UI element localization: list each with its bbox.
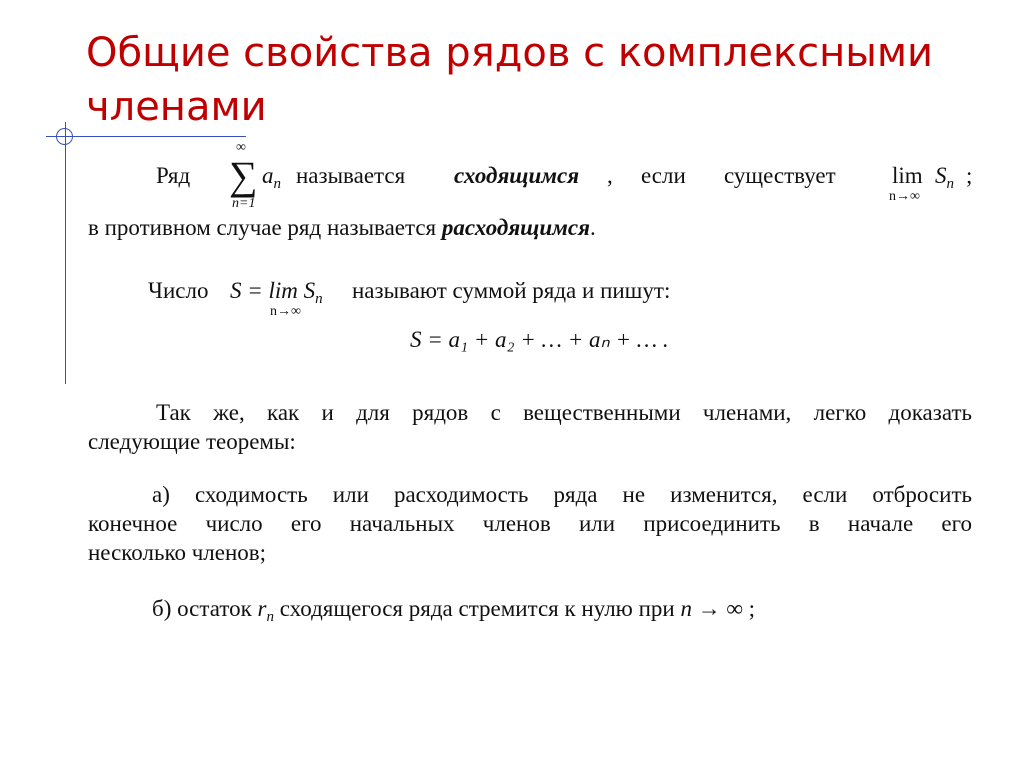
partial-sum: $S_n$ (935, 163, 954, 192)
page-title: Общие свойства рядов с комплексными членами (86, 30, 934, 130)
word-number: Число (148, 278, 209, 303)
word-series: Ряд (156, 163, 191, 188)
sum-upper-limit: ∞ (236, 140, 246, 155)
series-term: $a_n$ (262, 163, 281, 192)
lim-subscript: n→∞ (889, 189, 920, 204)
theorems-intro: Так же, как и для рядов с вещественными членами, легко доказать следующие теоремы: (88, 400, 972, 454)
sum-formula: $S = \lim S_n$ (230, 278, 323, 307)
semicolon: ; (966, 163, 973, 188)
theorem-b: б) остаток $r_n$ сходящегося ряда стремится к нулю при n → ∞ ; (152, 596, 756, 625)
sum-lim-subscript: n→∞ (270, 304, 301, 319)
lim-word: lim (892, 163, 923, 188)
series-sum-formula: S = a₁ + a₂ + … + aₙ + … . (410, 327, 669, 352)
sum-lower-limit: n=1 (232, 196, 256, 211)
sum-symbol: ∑ (229, 153, 258, 198)
comma: , (607, 163, 613, 188)
theorem-a: а) сходимость или расходимость ряда не изменится, если отбросить конечное число его начальных членов или присоединить в начале его несколько членов; (88, 482, 972, 565)
sum-definition-text: называют суммой ряда и пишут: (352, 278, 671, 303)
decorative-horizontal-line (46, 136, 246, 137)
term-divergent: расходящимся (441, 215, 590, 240)
term-convergent: сходящимся (454, 163, 580, 188)
word-exists: существует (724, 163, 836, 188)
decorative-circle-icon (56, 128, 73, 145)
decorative-vertical-line (65, 122, 66, 384)
definition-line-2: в противном случае ряд называется расходящимся. (88, 215, 596, 240)
word-called: называется (296, 163, 406, 188)
word-if: если (641, 163, 686, 188)
